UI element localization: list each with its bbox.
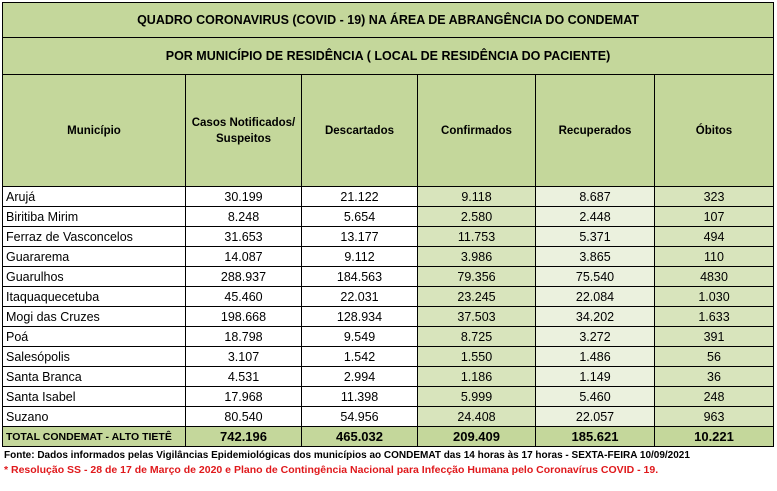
cell-confirmados: 2.580 (418, 207, 536, 227)
cell-casos: 31.653 (186, 227, 302, 247)
total-recuperados: 185.621 (536, 427, 655, 447)
cell-recuperados: 3.272 (536, 327, 655, 347)
cell-obitos: 323 (655, 187, 774, 207)
table-row (3, 367, 774, 387)
cell-recuperados: 22.084 (536, 287, 655, 307)
cell-municipio: Biritiba Mirim (3, 207, 186, 227)
col-header-casos-line2: Suspeitos (216, 132, 271, 145)
cell-casos: 18.798 (186, 327, 302, 347)
table-row (3, 227, 774, 247)
cell-municipio: Santa Isabel (3, 387, 186, 407)
cell-obitos: 107 (655, 207, 774, 227)
cell-confirmados: 3.986 (418, 247, 536, 267)
cell-obitos: 110 (655, 247, 774, 267)
cell-casos: 80.540 (186, 407, 302, 427)
col-header-descartados: Descartados (302, 75, 418, 187)
cell-confirmados: 24.408 (418, 407, 536, 427)
col-header-casos (186, 75, 302, 187)
cell-casos: 17.968 (186, 387, 302, 407)
cell-descartados: 9.112 (302, 247, 418, 267)
table-row (3, 287, 774, 307)
table-row (3, 267, 774, 287)
total-obitos: 10.221 (655, 427, 774, 447)
col-header-obitos: Óbitos (655, 75, 774, 187)
total-descartados: 465.032 (302, 427, 418, 447)
table-row (3, 347, 774, 367)
cell-casos: 8.248 (186, 207, 302, 227)
total-label: TOTAL CONDEMAT - ALTO TIETÊ (3, 427, 186, 447)
cell-recuperados: 75.540 (536, 267, 655, 287)
cell-confirmados: 11.753 (418, 227, 536, 247)
cell-obitos: 4830 (655, 267, 774, 287)
cell-recuperados: 2.448 (536, 207, 655, 227)
cell-confirmados: 37.503 (418, 307, 536, 327)
cell-municipio: Guararema (3, 247, 186, 267)
cell-recuperados: 8.687 (536, 187, 655, 207)
table-title-line1: QUADRO CORONAVIRUS (COVID - 19) NA ÁREA DE ABRANGÊNCIA DO CONDEMAT (3, 3, 774, 38)
cell-descartados: 2.994 (302, 367, 418, 387)
col-header-recuperados: Recuperados (536, 75, 655, 187)
resolution-note: * Resolução SS - 28 de 17 de Março de 2020 e Plano de Contingência Nacional para Infecção Humana pelo Coronavírus COVID - 19. (4, 464, 659, 476)
col-header-casos-line1: Casos Notificados/ (191, 116, 296, 129)
cell-descartados: 13.177 (302, 227, 418, 247)
cell-obitos: 494 (655, 227, 774, 247)
cell-obitos: 248 (655, 387, 774, 407)
header-row (3, 75, 774, 187)
cell-descartados: 1.542 (302, 347, 418, 367)
cell-municipio: Suzano (3, 407, 186, 427)
cell-descartados: 22.031 (302, 287, 418, 307)
cell-obitos: 1.633 (655, 307, 774, 327)
cell-casos: 14.087 (186, 247, 302, 267)
table-row (3, 307, 774, 327)
cell-obitos: 36 (655, 367, 774, 387)
cell-confirmados: 23.245 (418, 287, 536, 307)
cell-casos: 3.107 (186, 347, 302, 367)
cell-recuperados: 3.865 (536, 247, 655, 267)
cell-recuperados: 1.149 (536, 367, 655, 387)
cell-obitos: 963 (655, 407, 774, 427)
cell-municipio: Poá (3, 327, 186, 347)
cell-obitos: 56 (655, 347, 774, 367)
source-note: Fonte: Dados informados pelas Vigilâncias Epidemiológicas dos municípios ao CONDEMAT das 14 horas às 17 horas - SEXTA-FEIRA 10/09/2021 (4, 450, 690, 461)
cell-confirmados: 9.118 (418, 187, 536, 207)
table-row (3, 327, 774, 347)
table-row (3, 207, 774, 227)
cell-municipio: Guarulhos (3, 267, 186, 287)
covid-table (2, 2, 774, 447)
cell-casos: 198.668 (186, 307, 302, 327)
cell-obitos: 1.030 (655, 287, 774, 307)
cell-municipio: Arujá (3, 187, 186, 207)
table-title-line2: POR MUNICÍPIO DE RESIDÊNCIA ( LOCAL DE RESIDÊNCIA DO PACIENTE) (3, 38, 774, 75)
col-header-municipio: Município (3, 75, 186, 187)
table-row (3, 407, 774, 427)
cell-recuperados: 5.371 (536, 227, 655, 247)
cell-municipio: Ferraz de Vasconcelos (3, 227, 186, 247)
cell-recuperados: 5.460 (536, 387, 655, 407)
cell-municipio: Mogi das Cruzes (3, 307, 186, 327)
covid-report (2, 2, 773, 476)
cell-casos: 45.460 (186, 287, 302, 307)
cell-descartados: 9.549 (302, 327, 418, 347)
cell-casos: 4.531 (186, 367, 302, 387)
cell-casos: 30.199 (186, 187, 302, 207)
cell-municipio: Salesópolis (3, 347, 186, 367)
total-confirmados: 209.409 (418, 427, 536, 447)
cell-recuperados: 34.202 (536, 307, 655, 327)
cell-confirmados: 8.725 (418, 327, 536, 347)
cell-confirmados: 5.999 (418, 387, 536, 407)
cell-obitos: 391 (655, 327, 774, 347)
cell-descartados: 184.563 (302, 267, 418, 287)
total-row (3, 427, 774, 447)
col-header-confirmados: Confirmados (418, 75, 536, 187)
cell-recuperados: 22.057 (536, 407, 655, 427)
cell-casos: 288.937 (186, 267, 302, 287)
cell-confirmados: 79.356 (418, 267, 536, 287)
total-casos: 742.196 (186, 427, 302, 447)
cell-descartados: 5.654 (302, 207, 418, 227)
cell-municipio: Santa Branca (3, 367, 186, 387)
table-row (3, 247, 774, 267)
cell-confirmados: 1.550 (418, 347, 536, 367)
cell-descartados: 128.934 (302, 307, 418, 327)
table-row (3, 387, 774, 407)
cell-recuperados: 1.486 (536, 347, 655, 367)
cell-descartados: 54.956 (302, 407, 418, 427)
table-row (3, 187, 774, 207)
cell-municipio: Itaquaquecetuba (3, 287, 186, 307)
cell-descartados: 21.122 (302, 187, 418, 207)
cell-descartados: 11.398 (302, 387, 418, 407)
cell-confirmados: 1.186 (418, 367, 536, 387)
